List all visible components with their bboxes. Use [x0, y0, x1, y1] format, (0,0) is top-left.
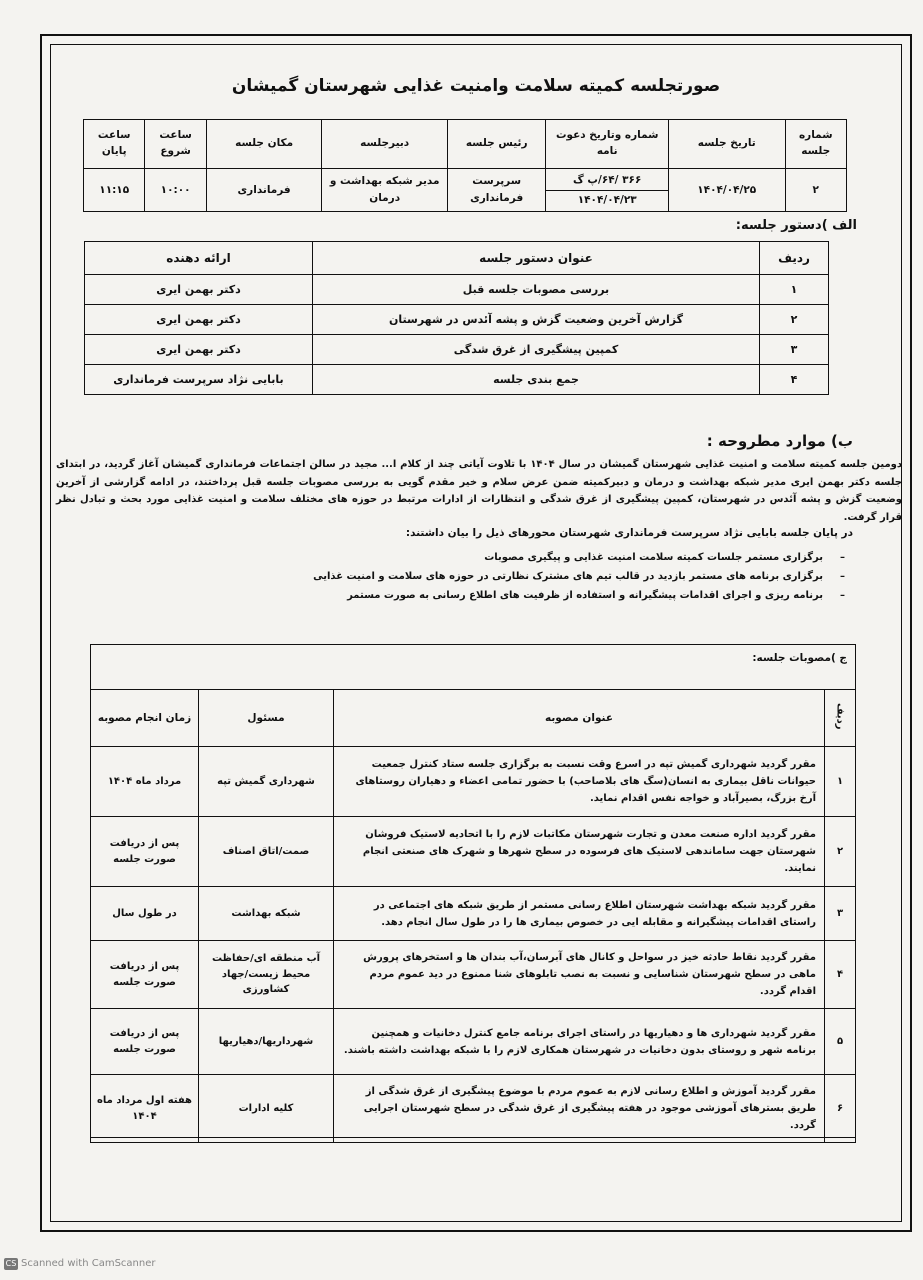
agenda-row-number: ۲: [760, 305, 829, 335]
col-meeting-date: تاریخ جلسه: [668, 120, 785, 169]
res-row-text: مقرر گردید اداره صنعت معدن و تجارت شهرستان مکاتبات لازم را با اتحادیه لاستیک فروشان شهرستان جهت ساماندهی لاستیک های فرسوده در سطح شهرها و شهرک های صنعتی انجام نمایند.: [334, 817, 825, 887]
bullet-text: برگزاری برنامه های مستمر بازدید در قالب تیم های مشترک نظارتی در حوزه های سلامت و امنیت غذایی: [313, 571, 823, 582]
res-row-number: ۲: [825, 817, 856, 887]
col-meeting-number: شماره جلسه: [785, 120, 847, 169]
table-row: [91, 1009, 856, 1075]
res-row-text: مقرر گردید شهرداری گمیش تپه در اسرع وقت نسبت به برگزاری جلسه ستاد کنترل جمعیت حیوانات ناقل بیماری به انسان(سگ های بلاصاحب) با حضور تمامی اعضاء و دهیاران روستاهای آرخ بزرگ، بصیرآباد و خواجه نفس اقدام نماید.: [334, 747, 825, 817]
res-row-text: مقرر گردید شهرداری ها و دهیاریها در راستای اجرای برنامه جامع کنترل دخانیات و همچنین برنامه شهر و روستای بدون دخانیات در شهرستان همکاری لازم را با شبکه بهداشت داشته باشند.: [334, 1009, 825, 1075]
agenda-row: [85, 275, 829, 305]
agenda-row-number: ۱: [760, 275, 829, 305]
table-row: [91, 887, 856, 941]
conclusion-subheading: در پایان جلسه بابایی نژاد سرپرست فرمانداری شهرستان محورهای ذیل را بیان داشتند:: [405, 527, 853, 539]
agenda-row-presenter: دکتر بهمن ایری: [85, 275, 313, 305]
res-row-time: پس از دریافت صورت جلسه: [91, 941, 199, 1009]
meeting-place: فرمانداری: [206, 169, 322, 212]
agenda-heading: الف )دستور جلسه:: [735, 218, 857, 233]
start-time: ۱۰:۰۰: [145, 169, 206, 212]
agenda-row-number: ۳: [760, 335, 829, 365]
meeting-info-table: [83, 119, 847, 212]
res-row-responsible: شبکه بهداشت: [199, 887, 334, 941]
res-row-time: پس از دریافت صورت جلسه: [91, 817, 199, 887]
meeting-secretary: مدیر شبکه بهداشت و درمان: [322, 169, 447, 212]
res-row-responsible: شهرداری گمیش تپه: [199, 747, 334, 817]
camscanner-logo-icon: CS: [5, 1259, 17, 1268]
agenda-row-presenter: دکتر بهمن ایری: [85, 305, 313, 335]
invitation-number: ۳۶۶ /۶۴/پ گ: [546, 171, 668, 191]
col-secretary: دبیرجلسه: [322, 120, 447, 169]
agenda-col-presenter: ارائه دهنده: [85, 242, 313, 275]
res-row-number: ۳: [825, 887, 856, 941]
res-row-responsible: کلیه ادارات: [199, 1075, 334, 1143]
agenda-row-number: ۴: [760, 365, 829, 395]
list-item: [85, 548, 845, 567]
agenda-row-presenter: بابایی نژاد سرپرست فرمانداری: [85, 365, 313, 395]
res-row-number: ۱: [825, 747, 856, 817]
res-row-time: در طول سال: [91, 887, 199, 941]
meeting-date: ۱۴۰۴/۰۴/۲۵: [668, 169, 785, 212]
list-item: [85, 586, 845, 605]
table-row: [91, 817, 856, 887]
resolutions-table: [90, 689, 856, 1143]
bullet-text: برنامه ریزی و اجرای اقدامات پیشگیرانه و استفاده از ظرفیت های اطلاع رسانی به صورت مستمر: [347, 590, 823, 601]
agenda-table: [84, 241, 829, 395]
table-row: [91, 941, 856, 1009]
agenda-row: [85, 335, 829, 365]
agenda-row-presenter: دکتر بهمن ایری: [85, 335, 313, 365]
agenda-row-title: بررسی مصوبات جلسه قبل: [313, 275, 760, 305]
conclusion-bullets: [85, 548, 845, 605]
table-row: [91, 1075, 856, 1143]
scanner-watermark: [4, 1258, 156, 1270]
res-row-text: مقرر گردید شبکه بهداشت شهرستان اطلاع رسانی مستمر از طریق شبکه های اجتماعی در راستای اقدامات پیشگیرانه و مقابله ایی در خصوص بیماری ها را در طول سال انجام دهد.: [334, 887, 825, 941]
discussion-paragraph: دومین جلسه کمیته سلامت و امنیت غذایی شهرستان گمیشان در سال ۱۴۰۴ با تلاوت آیاتی چند از کلام ا... مجید در سالن اجتماعات فرمانداری گمیشان آغاز گردید، در ابتدای جلسه دکتر بهمن ایری مدیر شبکه بهداشت و درمان و دبیرکمیته ضمن عرض سلام و خیر مقدم گویی به بررسی مصوبات جلسه قبل پرداختند، در ادامه گزارشی از آخرین وضعیت گزش و پشه آئدس در شهرستان، کمپین پیشگیری از غرق شدگی و انتظارات از ادارات مرتبط در حوزه های مختلف سلامت و امنیت غذایی مورد بحث و تبادل نظر قرار گرفت.: [56, 459, 902, 523]
scanner-text: Scanned with CamScanner: [21, 1258, 156, 1269]
col-start-time: ساعت شروع: [145, 120, 206, 169]
table-row: [91, 747, 856, 817]
res-row-responsible: صمت/اتاق اصناف: [199, 817, 334, 887]
bullet-text: برگزاری مستمر جلسات کمیته سلامت امنیت غذایی و پیگیری مصوبات: [484, 552, 823, 563]
res-row-time: هفته اول مرداد ماه ۱۴۰۴: [91, 1075, 199, 1143]
invitation-date: ۱۴۰۴/۰۴/۲۳: [577, 193, 637, 206]
col-place: مکان جلسه: [206, 120, 322, 169]
res-row-time: پس از دریافت صورت جلسه: [91, 1009, 199, 1075]
col-chair: رئیس جلسه: [447, 120, 546, 169]
discussion-heading: ب) موارد مطروحه :: [706, 432, 853, 450]
col-end-time: ساعت پایان: [84, 120, 145, 169]
agenda-col-title: عنوان دستور جلسه: [313, 242, 760, 275]
res-col-time: زمان انجام مصوبه: [91, 690, 199, 747]
document-title: صورتجلسه کمیته سلامت وامنیت غذایی شهرستان گمیشان: [231, 76, 721, 96]
res-row-responsible: آب منطقه ای/حفاظت محیط زیست/جهاد کشاورزی: [199, 941, 334, 1009]
agenda-row: [85, 305, 829, 335]
agenda-row-title: جمع بندی جلسه: [313, 365, 760, 395]
agenda-row-title: کمپین پیشگیری از غرق شدگی: [313, 335, 760, 365]
dash-bullet-icon: –: [840, 571, 845, 582]
agenda-row-title: گزارش آخرین وضعیت گزش و پشه آئدس در شهرستان: [313, 305, 760, 335]
res-row-number: ۵: [825, 1009, 856, 1075]
res-row-text: مقرر گردید آموزش و اطلاع رسانی لازم به عموم مردم با موضوع پیشگیری از غرق شدگی از طریق بسترهای آموزشی موجود در هفته پیشگیری از غرق شدگی در سطح شهرستان اجرایی گردد.: [334, 1075, 825, 1143]
agenda-col-row: ردیف: [760, 242, 829, 275]
agenda-row: [85, 365, 829, 395]
res-row-number: ۶: [825, 1075, 856, 1143]
meeting-number: ۲: [785, 169, 847, 212]
meeting-chair: سرپرست فرمانداری: [447, 169, 546, 212]
dash-bullet-icon: –: [840, 590, 845, 601]
res-row-number: ۴: [825, 941, 856, 1009]
res-row-responsible: شهرداریها/دهیاریها: [199, 1009, 334, 1075]
invitation-cell: [546, 169, 669, 212]
res-col-row: ردیف: [825, 690, 856, 747]
res-col-title: عنوان مصوبه: [334, 690, 825, 747]
end-time: ۱۱:۱۵: [84, 169, 145, 212]
resolutions-heading: ج )مصوبات جلسه:: [752, 652, 847, 664]
res-col-responsible: مسئول: [199, 690, 334, 747]
dash-bullet-icon: –: [840, 552, 845, 563]
col-invitation: شماره وتاریخ دعوت نامه: [546, 120, 669, 169]
res-row-text: مقرر گردید نقاط حادثه خیز در سواحل و کانال های آبرسان،آب بندان ها و استخرهای پرورش ماهی در سطح شهرستان شناسایی و نسبت به نصب تابلوهای شنا ممنوع در دید عموم مردم اقدام گردد.: [334, 941, 825, 1009]
list-item: [85, 567, 845, 586]
res-row-time: مرداد ماه ۱۴۰۴: [91, 747, 199, 817]
